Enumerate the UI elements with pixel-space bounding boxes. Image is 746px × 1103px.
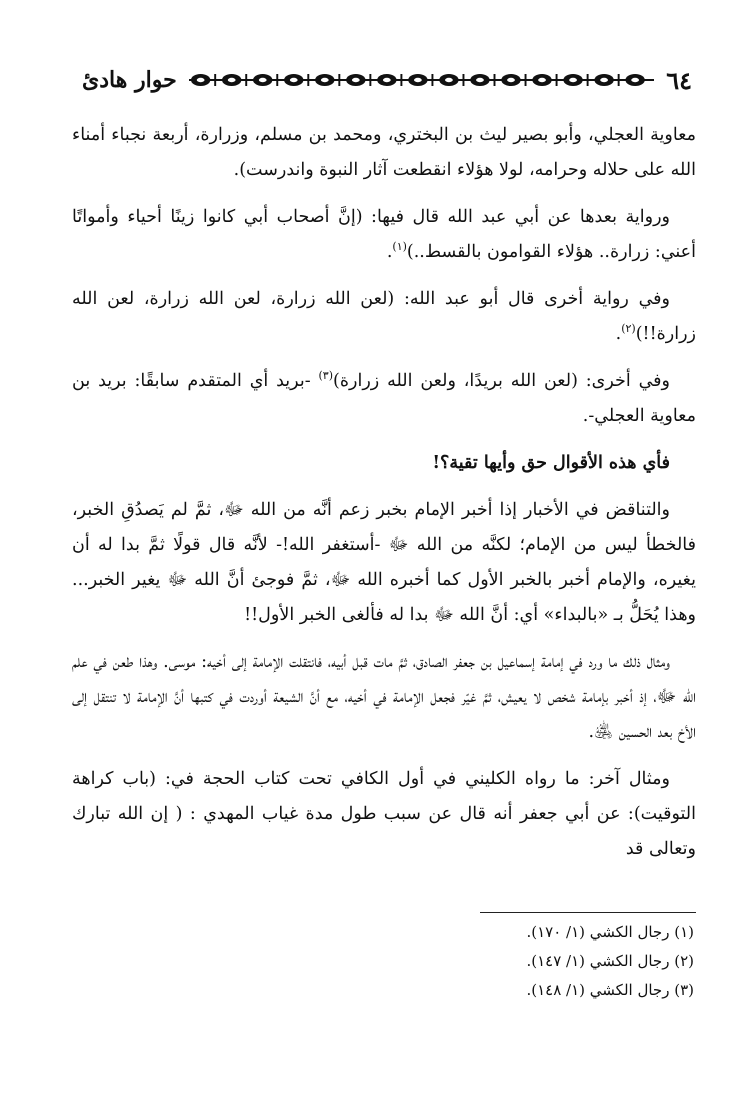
footnote-divider: [480, 912, 696, 913]
paragraph-8: [72, 762, 696, 867]
paragraph-4: [72, 364, 696, 434]
paragraph-text: فأي هذه الأقوال حق وأيها تقية؟!: [432, 453, 670, 473]
paragraph-7: [72, 645, 696, 750]
ornament-chain-icon: [189, 70, 655, 90]
footnote-2: (٢) رجال الكشي (١/ ١٤٧).: [526, 952, 694, 970]
footnotes: [72, 918, 696, 1005]
page-number: ٦٤: [666, 65, 692, 95]
paragraph-text: وفي أخرى: (لعن الله بريدًا، ولعن الله زرارة): [333, 371, 670, 391]
paragraph-tail: .: [615, 324, 622, 344]
page-header: [82, 62, 692, 98]
paragraph-text: ومثال آخر: ما رواه الكليني في أول الكافي تحت كتاب الحجة في: (باب كراهة التوقيت): عن أبي جعفر أنه قال عن سبب طول مدة غياب المهدي : ( إن الله تبارك وتعالى قد: [72, 769, 696, 859]
paragraph-tail: .: [386, 242, 393, 262]
running-title: حوار هادئ: [82, 67, 177, 93]
paragraph-2: [72, 200, 696, 270]
paragraph-text: وفي رواية أخرى قال أبو عبد الله: (لعن الله زرارة، لعن الله زرارة، لعن الله زرارة!!): [72, 289, 696, 344]
footnote-1: (١) رجال الكشي (١/ ١٧٠).: [526, 923, 694, 941]
paragraph-text: ورواية بعدها عن أبي عبد الله قال فيها: (إنَّ أصحاب أبي كانوا زينًا أحياء وأمواتًا أعني: زرارة.. هؤلاء القوامون بالقسط..): [72, 207, 696, 262]
paragraph-6: [72, 493, 696, 633]
footnote-marker: (٢): [621, 322, 636, 336]
main-text: [72, 118, 696, 879]
paragraph-5: [72, 446, 696, 481]
paragraph-tail: -بريد أي المتقدم سابقًا: بريد بن معاوية العجلي-.: [72, 371, 696, 426]
paragraph-text: والتناقض في الأخبار إذا أخبر الإمام بخبر زعم أنَّه من الله ﷻ، ثمَّ لم يَصدُقِ الخبر، فالخطأ ليس من الإمام؛ لكنَّه من الله ﷻ -أستغفر الله!- لأنَّه قال قولًا ثمَّ بدا له أن يغيره، والإمام أخبر بالخبر الأول كما أخبره الله ﷻ، ثمَّ فوجئ أنَّ الله ﷻ يغير الخبر... وهذا يُحَلُّ بـ «بالبداء» أي: أنَّ الله ﷻ بدا له فألغى الخبر الأول!!: [72, 500, 696, 625]
header-ornament: [189, 70, 655, 90]
paragraph-text: معاوية العجلي، وأبو بصير ليث بن البختري، ومحمد بن مسلم، وزرارة، أربعة نجباء أمناء الله على حلاله وحرامه، لولا هؤلاء انقطعت آثار النبوة واندرست).: [72, 125, 696, 180]
paragraph-text: ومثال ذلك ما ورد في إمامة إسماعيل بن جعفر الصادق، ثمَّ مات قبل أبيه، فانتقلت الإمامة إلى أخيه: موسى. وهذا طعن في علم الله ﷻ، إذ أخبر بإمامة شخص لا يعيش، ثمَّ غيّر فجعل الإمامة في أخيه، مع أنَّ الشيعة أوردت في كتبها أنَّ الإمامة لا تنتقل إلى الأخ بعد الحسين ﵁.: [72, 652, 696, 742]
footnote-marker: (٣): [318, 369, 334, 383]
footnote-marker: (١): [392, 240, 407, 254]
paragraph-1: [72, 118, 696, 188]
footnote-3: (٣) رجال الكشي (١/ ١٤٨).: [526, 981, 694, 999]
paragraph-3: [72, 282, 696, 352]
